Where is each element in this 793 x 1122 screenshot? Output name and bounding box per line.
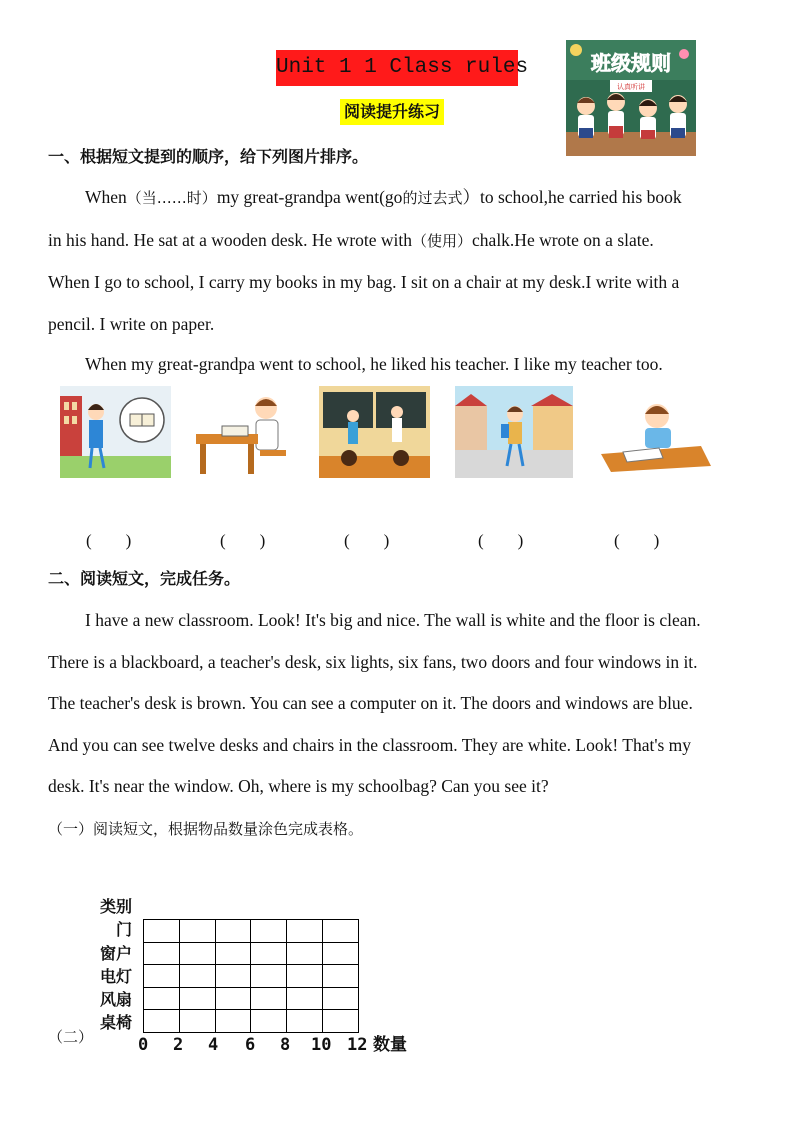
grid-cell[interactable] [251, 965, 287, 988]
chart-x-title: 数量 [373, 1035, 407, 1055]
grid-cell[interactable] [179, 942, 215, 965]
class-rules-poster-picture [566, 40, 696, 156]
section1-heading: 一、根据短文提到的顺序，给下列图片排序。 [48, 147, 369, 166]
chart-x-tick: 6 [245, 1035, 256, 1055]
girl-writing-at-desk-picture [601, 386, 721, 478]
poster-title-text: 班级规则 [591, 51, 671, 75]
chart-row-window [144, 942, 359, 965]
grid-cell[interactable] [323, 920, 359, 943]
chart-category-label: 风扇 [100, 990, 133, 1009]
chart-grid [143, 919, 359, 1033]
chart-y-title: 类别 [100, 897, 133, 916]
grid-cell[interactable] [215, 942, 251, 965]
boy-with-schoolbag-picture [455, 386, 573, 478]
grid-cell[interactable] [251, 1010, 287, 1033]
grid-cell[interactable] [144, 920, 180, 943]
para3-line: I have a new classroom. Look! It's big and nice. The wall is white and the floor is clean. [85, 610, 701, 630]
grid-cell[interactable] [215, 1010, 251, 1033]
grid-cell[interactable] [287, 965, 323, 988]
grid-cell[interactable] [179, 1010, 215, 1033]
grid-cell[interactable] [144, 942, 180, 965]
chart-x-tick: 10 [311, 1035, 332, 1055]
para3-line: There is a blackboard, a teacher's desk, six lights, six fans, two doors and four windows in it. [48, 651, 698, 672]
worksheet-subtitle: 阅读提升练习 [340, 99, 444, 125]
grid-cell[interactable] [179, 920, 215, 943]
grid-cell[interactable] [215, 965, 251, 988]
grid-cell[interactable] [251, 987, 287, 1010]
grid-cell[interactable] [215, 987, 251, 1010]
para3-line: The teacher's desk is brown. You can see a computer on it. The doors and windows are blue. [48, 693, 693, 713]
student-figure-icon [669, 95, 687, 138]
chart-category-label: 门 [116, 920, 133, 939]
student-figure-icon [639, 99, 657, 139]
classroom-teacher-chalkboard-picture [319, 386, 430, 478]
para3-line: And you can see twelve desks and chairs in the classroom. They are white. Look! That's my [48, 734, 692, 755]
chart-row-fan [144, 987, 359, 1010]
answer-blank-1[interactable]: ( ) [86, 531, 132, 550]
chart-x-tick: 8 [280, 1035, 291, 1055]
grid-cell[interactable] [323, 965, 359, 988]
grid-cell[interactable] [287, 987, 323, 1010]
grid-cell[interactable] [144, 987, 180, 1010]
grid-cell[interactable] [323, 942, 359, 965]
chart-row-desk-chair [144, 1010, 359, 1033]
section2-heading: 二、阅读短文，完成任务。 [48, 569, 241, 588]
section1-paragraph2: When my great-grandpa went to school, he liked his teacher. I like my teacher too. [85, 354, 663, 374]
task2-label: （二） [48, 1028, 94, 1046]
chart-x-tick: 4 [208, 1035, 219, 1055]
para1-line2: in his hand. He sat at a wooden desk. He wrote with（使用）chalk.He wrote on a slate. [48, 229, 654, 250]
answer-blank-5[interactable]: ( ) [614, 531, 660, 550]
chart-row-light [144, 965, 359, 988]
grid-cell[interactable] [323, 987, 359, 1010]
grid-cell[interactable] [251, 942, 287, 965]
grid-cell[interactable] [179, 965, 215, 988]
chart-category-label: 桌椅 [100, 1013, 133, 1032]
poster-sign-text: 认真听讲 [617, 83, 645, 91]
grid-cell[interactable] [179, 987, 215, 1010]
grid-cell[interactable] [144, 1010, 180, 1033]
answer-blank-4[interactable]: ( ) [478, 531, 524, 550]
chart-category-label: 电灯 [100, 967, 133, 986]
grid-cell[interactable] [323, 1010, 359, 1033]
section1-paragraph1 [48, 177, 748, 345]
grid-cell[interactable] [287, 942, 323, 965]
chart-row-door [144, 920, 359, 943]
chart-x-tick: 12 [347, 1035, 368, 1055]
worksheet-title: Unit 1 1 Class rules [276, 50, 518, 86]
para1-line4: pencil. I write on paper. [48, 313, 215, 334]
chart-x-tick: 2 [173, 1035, 184, 1055]
grid-cell[interactable] [215, 920, 251, 943]
student-figure-icon [607, 93, 625, 138]
para1-line3: When I go to school, I carry my books in my bag. I sit on a chair at my desk.I write with a [48, 272, 680, 292]
section2-paragraph [48, 600, 753, 808]
grid-cell[interactable] [251, 920, 287, 943]
girl-carrying-books-to-school-picture [60, 386, 171, 478]
chart-category-label: 窗户 [100, 944, 133, 963]
boy-writing-on-slate-picture [196, 386, 296, 478]
para3-line: desk. It's near the window. Oh, where is my schoolbag? Can you see it? [48, 776, 549, 796]
chart-x-tick: 0 [138, 1035, 149, 1055]
answer-blank-2[interactable]: ( ) [220, 531, 266, 550]
answer-blank-3[interactable]: ( ) [344, 531, 390, 550]
student-figure-icon [577, 97, 595, 138]
grid-cell[interactable] [287, 920, 323, 943]
grid-cell[interactable] [144, 965, 180, 988]
para1-line1: When（当……时）my great-grandpa went(go的过去式）to school,he carried his book [85, 187, 682, 207]
task1-instruction: （一）阅读短文，根据物品数量涂色完成表格。 [48, 820, 364, 838]
grid-cell[interactable] [287, 1010, 323, 1033]
